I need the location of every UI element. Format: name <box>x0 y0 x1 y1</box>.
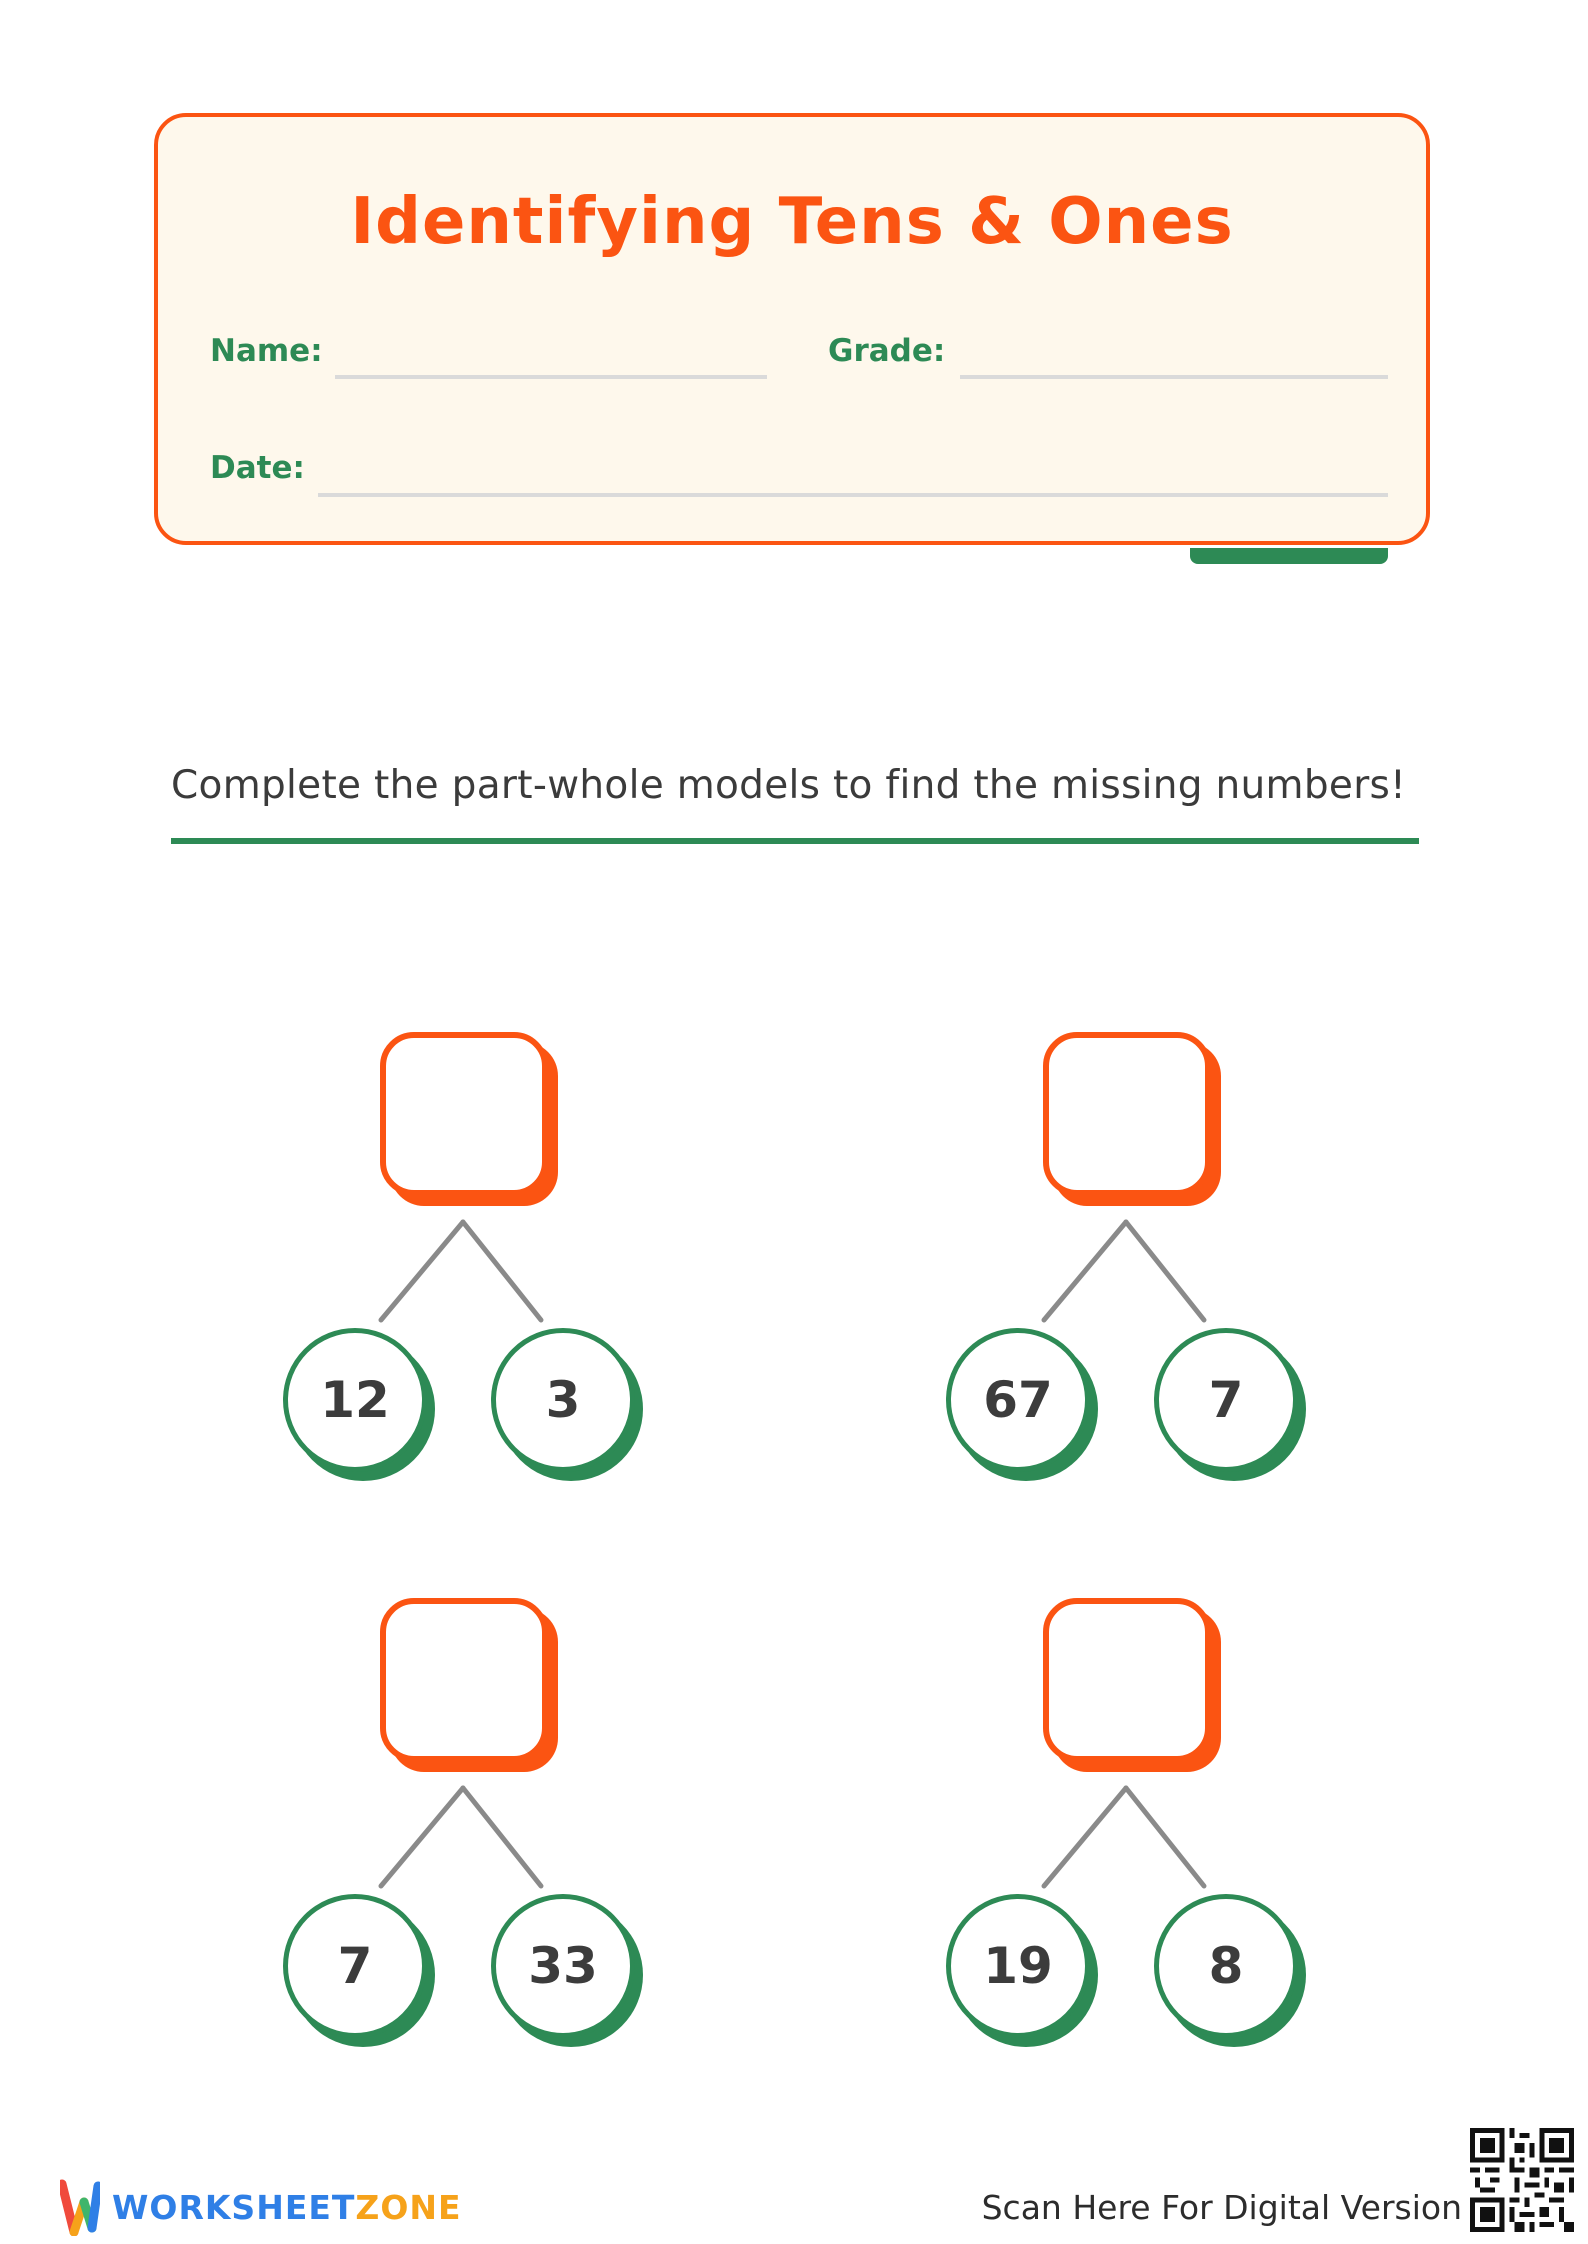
part-whole-model <box>946 1032 1306 1482</box>
part-circle: 19 <box>946 1894 1090 2038</box>
part-whole-model <box>283 1032 643 1482</box>
brand-name-part1: WORKSHEET <box>112 2187 356 2227</box>
instructions-text: Complete the part-whole models to find the missing numbers! <box>171 763 1407 808</box>
page-title: Identifying Tens & Ones <box>350 185 1234 259</box>
branch-lines <box>946 1032 1306 1332</box>
scan-caption: Scan Here For Digital Version <box>981 2188 1462 2227</box>
part-circle: 7 <box>1154 1328 1298 1472</box>
branch-lines <box>283 1032 643 1332</box>
branch-lines <box>946 1598 1306 1898</box>
part-circle: 3 <box>491 1328 635 1472</box>
part-circle: 12 <box>283 1328 427 1472</box>
part-circle: 8 <box>1154 1894 1298 2038</box>
worksheetzone-logo-icon <box>60 2178 100 2236</box>
brand-logo[interactable] <box>60 2178 462 2236</box>
grade-label: Grade: <box>828 333 946 369</box>
date-label: Date: <box>210 450 305 486</box>
qr-code-icon[interactable] <box>1470 2128 1574 2232</box>
part-circle: 7 <box>283 1894 427 2038</box>
part-whole-model <box>946 1598 1306 2048</box>
name-label: Name: <box>210 333 323 369</box>
part-whole-model <box>283 1598 643 2048</box>
header-tab-accent <box>1190 548 1388 564</box>
instructions-underline <box>171 838 1419 844</box>
name-field[interactable] <box>335 375 767 379</box>
part-circle: 67 <box>946 1328 1090 1472</box>
part-circle: 33 <box>491 1894 635 2038</box>
brand-name-part2: ZONE <box>355 2187 462 2227</box>
grade-field[interactable] <box>960 375 1388 379</box>
branch-lines <box>283 1598 643 1898</box>
brand-name <box>112 2188 462 2227</box>
header-card <box>154 113 1430 545</box>
date-field[interactable] <box>318 493 1388 497</box>
